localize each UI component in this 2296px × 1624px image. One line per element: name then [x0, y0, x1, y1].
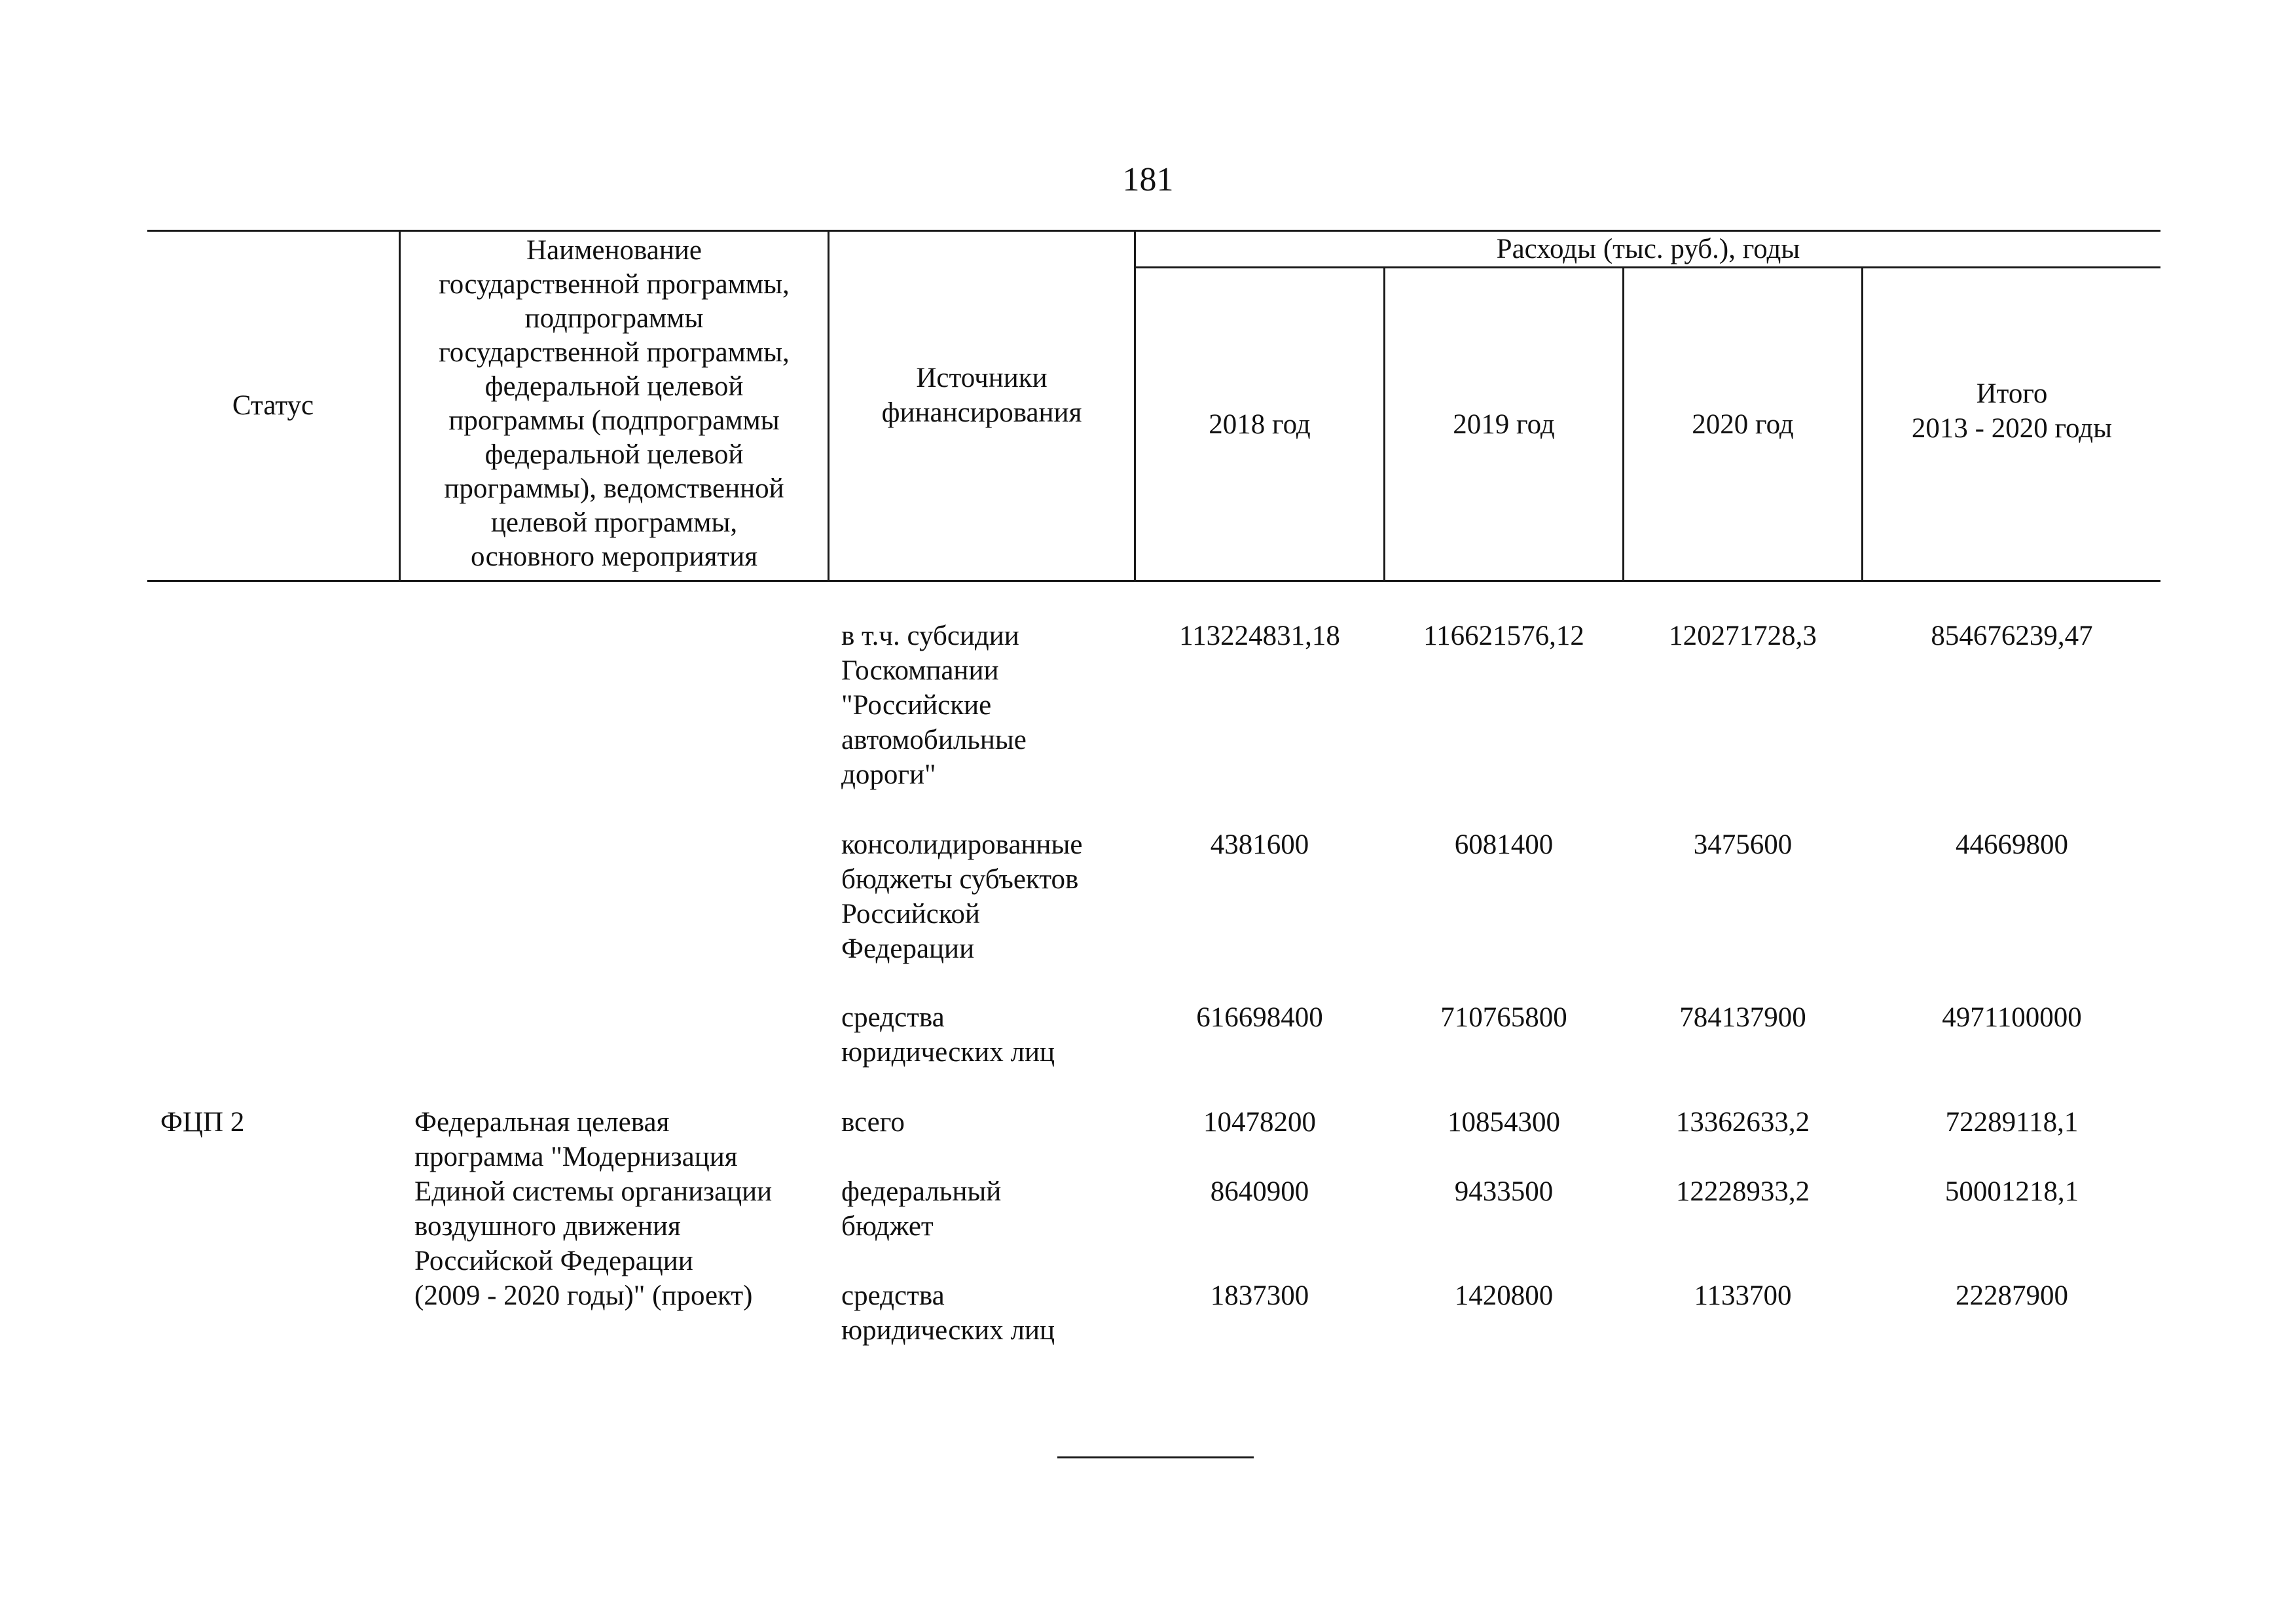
row-1-2018: 113224831,18 — [1179, 621, 1340, 651]
page-number: 181 — [1122, 161, 1174, 198]
row-3-source: средства юридических лиц — [841, 1002, 1055, 1068]
row-4-status: ФЦП 2 — [160, 1107, 245, 1138]
row-1-total: 854676239,47 — [1931, 621, 2093, 651]
header-status: Статус — [232, 389, 314, 421]
row-2-total: 44669800 — [1956, 829, 2068, 860]
row-5-source: федеральный бюджет — [841, 1176, 1002, 1242]
header-year-2020: 2020 год — [1692, 408, 1794, 440]
row-2-2019: 6081400 — [1454, 829, 1554, 860]
row-4-source: всего — [841, 1107, 905, 1138]
header-program-name: Наименование государственной программы, подпрограммы государственной программы, федеральной целевой программы (подпрограммы федеральной целевой программы), ведомственной целевой программы, основного мероприятия — [439, 235, 790, 572]
row-1-2020: 120271728,3 — [1669, 621, 1817, 651]
row-4-program-name: Федеральная целевая программа "Модернизация Единой системы организации воздушного движения Российской Федерации (2009 - 2020 годы)" (проект) — [414, 1107, 773, 1311]
row-4-2020: 13362633,2 — [1675, 1107, 1810, 1138]
row-5-2020: 12228933,2 — [1675, 1176, 1810, 1207]
header-financing-sources: Источники финансирования — [881, 363, 1082, 428]
row-6-2020: 1133700 — [1694, 1280, 1792, 1311]
row-6-total: 22287900 — [1956, 1280, 2068, 1311]
row-3-total: 4971100000 — [1942, 1002, 2082, 1033]
row-4-total: 72289118,1 — [1945, 1107, 2079, 1138]
row-5-2018: 8640900 — [1210, 1176, 1309, 1207]
row-6-source: средства юридических лиц — [841, 1280, 1055, 1346]
row-5-2019: 9433500 — [1454, 1176, 1554, 1207]
header-year-2018: 2018 год — [1209, 408, 1311, 440]
row-4-2018: 10478200 — [1203, 1107, 1316, 1138]
row-3-2018: 616698400 — [1196, 1002, 1323, 1033]
footer-divider — [1057, 1456, 1254, 1458]
row-2-2018: 4381600 — [1210, 829, 1309, 860]
header-expenses-by-year: Расходы (тыс. руб.), годы — [1496, 234, 1800, 264]
row-3-2019: 710765800 — [1440, 1002, 1567, 1033]
row-1-source: в т.ч. субсидии Госкомпании "Российские автомобильные дороги" — [841, 621, 1027, 790]
header-total: Итого 2013 - 2020 годы — [1911, 378, 2113, 444]
header-year-2019: 2019 год — [1453, 408, 1555, 440]
row-6-2019: 1420800 — [1454, 1280, 1554, 1311]
row-5-total: 50001218,1 — [1944, 1176, 2079, 1207]
header-bottom-border — [147, 580, 2160, 582]
row-4-2019: 10854300 — [1448, 1107, 1560, 1138]
row-3-2020: 784137900 — [1679, 1002, 1806, 1033]
row-1-2019: 116621576,12 — [1423, 621, 1584, 651]
row-6-2018: 1837300 — [1210, 1280, 1309, 1311]
row-2-2020: 3475600 — [1693, 829, 1793, 860]
row-2-source: консолидированные бюджеты субъектов Российской Федерации — [841, 829, 1083, 964]
